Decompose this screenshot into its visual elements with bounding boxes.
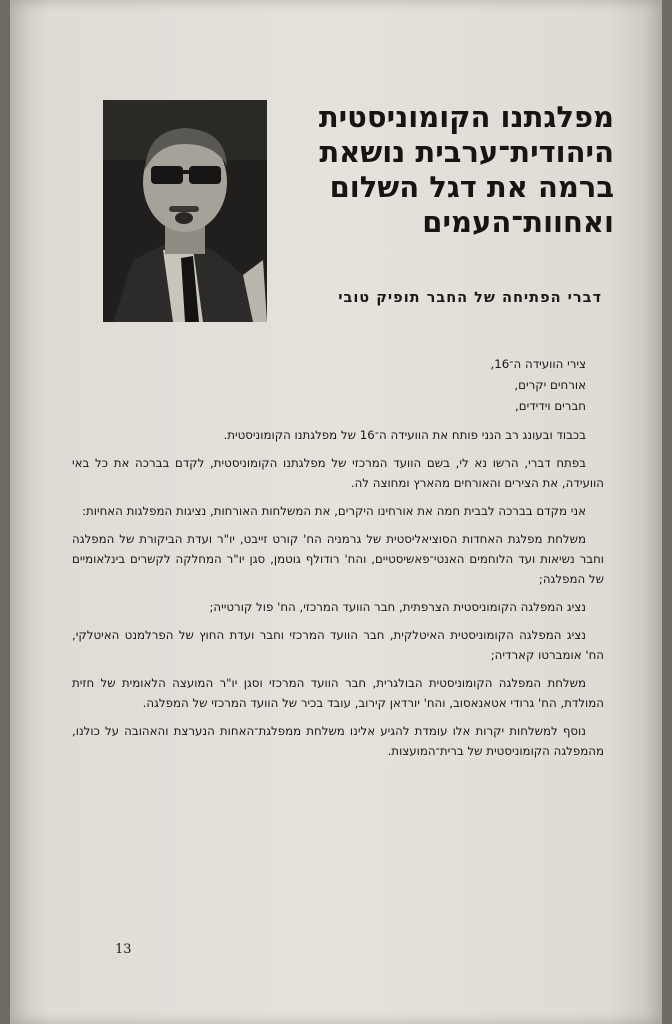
title-line: מפלגתנו הקומוניסטית <box>318 100 614 134</box>
title-line: ואחוות־העמים <box>422 205 614 239</box>
paragraph: בפתח דברי, הרשו נא לי, בשם הוועד המרכזי של מפלגתנו הקומוניסטית, לקדם בברכה את כל באי הוועידה, את הצירים והאורחים מהארץ ומחוצה לה. <box>72 456 604 490</box>
page-number: 13 <box>115 942 132 957</box>
article-subtitle: דברי הפתיחה של החבר תופיק טובי <box>338 290 602 306</box>
greetings <box>72 354 604 417</box>
paragraph: נציג המפלגה הקומוניסטית האיטלקית, חבר הוועד המרכזי וחבר ועדת החוץ של הפרלמנט האיטלקי, הח' אומברטו קארדיה; <box>72 628 604 662</box>
paragraph: אני מקדם בברכה לבבית חמה את אורחינו היקרים, את המשלחות האורחות, נציגות המפלגות האחיות: <box>82 504 586 518</box>
greeting-line: חברים וידידים, <box>515 399 586 413</box>
greeting-line: צירי הוועידה ה־16, <box>490 357 586 371</box>
greeting-line: אורחים יקרים, <box>514 378 586 392</box>
article-body <box>72 354 604 769</box>
paragraph: משלחת המפלגה הקומוניסטית הבולגרית, חבר הוועד המרכזי וסגן יו"ר המועצה הלאומית של חזית המולדת, הח' גרודי אטאנאסוב, והח' יורדאן קירוב, עובד בכיר של הוועד המרכזי של המפלגה. <box>72 676 604 710</box>
paragraph: משלחת מפלגת האחדות הסוציאליסטית של גרמניה הח' קורט זייבט, יו"ר ועדת הביקורת של המפלגה וחבר נשיאות ועד הלוחמים האנטי־פאשיסטיים, והח' רודולף גוטמן, סגן יו"ר המחלקה לקשרים בינלאומיים של המפלגה; <box>72 532 604 586</box>
paragraph: נוסף למשלחות יקרות אלו עומדת להגיע אלינו משלחת ממפלגת־האחות הנערצת והאהובה על כולנו, מהמפלגה הקומוניסטית של ברית־המועצות. <box>72 724 604 758</box>
book-page <box>10 0 662 1024</box>
title-line: היהודית־ערבית נושאת <box>319 135 614 169</box>
paragraph: נציג המפלגה הקומוניסטית הצרפתית, חבר הוועד המרכזי, הח' פול קורטייה; <box>209 600 586 614</box>
article-title <box>284 100 614 240</box>
speaker-photo <box>103 100 267 322</box>
paragraph: בכבוד ובעונג רב הנני פותח את הוועידה ה־16 של מפלגתנו הקומוניסטית. <box>223 428 586 442</box>
title-line: ברמה את דגל השלום <box>329 170 614 204</box>
speaker-portrait-image <box>103 100 267 322</box>
